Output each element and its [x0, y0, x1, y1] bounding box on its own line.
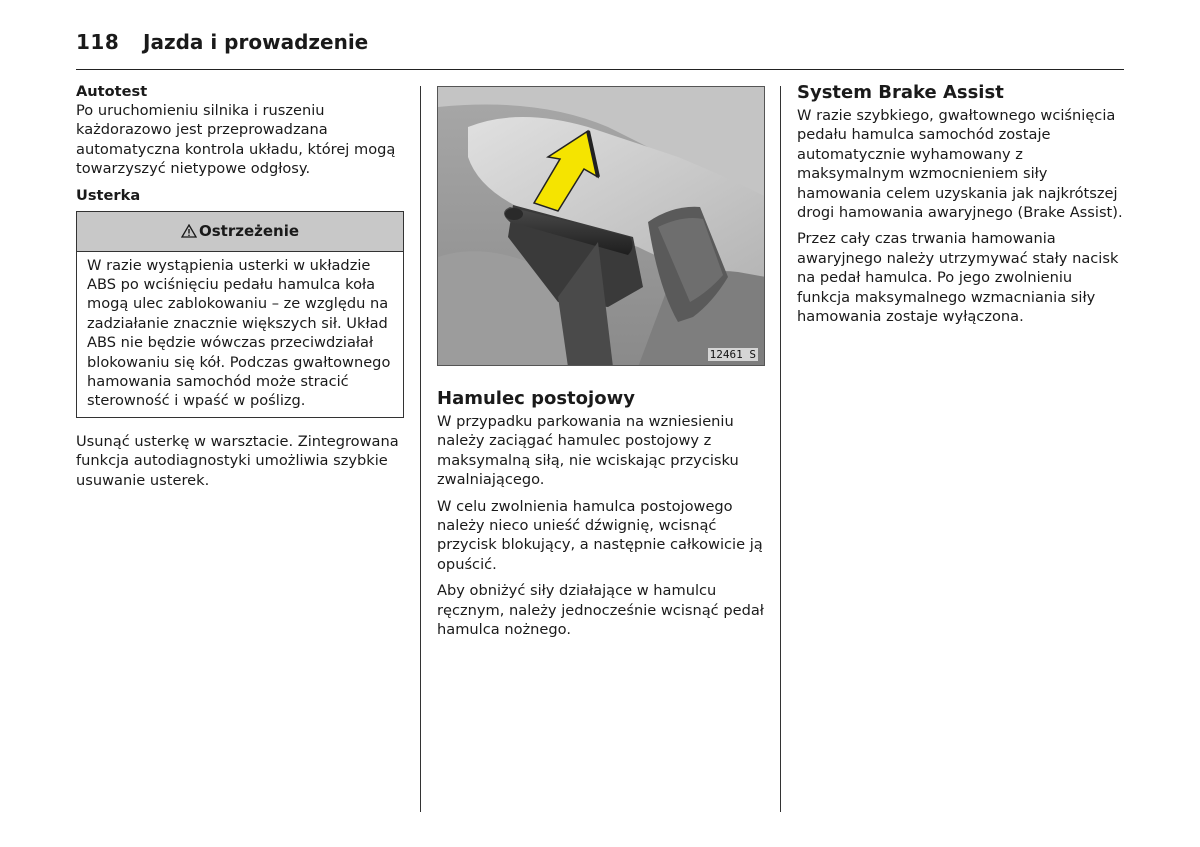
- fault-heading: Usterka: [76, 186, 141, 204]
- brake-assist-paragraph: Przez cały czas trwania hamowania awaryjnego należy utrzymywać stały nacisk na pedał hamulca. Po jego zwolnieniu funkcja maksymalnego wzmacniania siły hamowania zostaje wyłączona.: [797, 230, 1119, 326]
- warning-box: [76, 211, 404, 418]
- warning-title: Ostrzeżenie: [198, 222, 300, 241]
- parking-brake-paragraph: W przypadku parkowania na wzniesieniu należy zaciągać hamulec postojowy z maksymalną siłą, nie wciskając przycisku zwalniającego.: [437, 413, 739, 489]
- warning-text: W razie wystąpienia usterki w układzie ABS po wciśnięciu pedału hamulca koła mogą ulec zablokowaniu – ze względu na zadziałanie znacznie większych sił. Układ ABS nie będzie wówczas przeciwdziałał blokowaniu się kół. Podczas gwałtownego hamowania samochód może stracić sterowność i wpaść w poślizg.: [87, 256, 391, 410]
- page-header: [76, 30, 1124, 70]
- column-divider: [780, 86, 781, 812]
- middle-column: [437, 82, 767, 646]
- column-divider: [420, 86, 421, 812]
- parking-brake-paragraph: W celu zwolnienia hamulca postojowego należy nieco unieść dźwignię, wcisnąć przycisk blokujący, a następnie całkowicie ją opuścić.: [437, 497, 763, 573]
- page-title: Jazda i prowadzenie: [143, 30, 369, 54]
- left-column: [76, 82, 406, 497]
- right-column: [797, 82, 1127, 333]
- repair-text: Usunąć usterkę w warsztacie. Zintegrowana funkcja autodiagnostyki umożliwia szybkie usuwanie usterek.: [76, 432, 399, 489]
- handbrake-photo: [437, 86, 765, 366]
- brake-assist-heading: System Brake Assist: [797, 82, 1004, 103]
- warning-header: [77, 212, 403, 252]
- handbrake-illustration: [438, 87, 765, 366]
- brake-assist-paragraph: W razie szybkiego, gwałtownego wciśnięcia pedału hamulca samochód zostaje automatycznie wyhamowany z maksymalnym wzmocnieniem siły hamowania celem uzyskania jak najkrótszej drogi hamowania awaryjnego (Brake Assist).: [797, 107, 1123, 222]
- parking-brake-paragraph: Aby obniżyć siły działające w hamulcu ręcznym, należy jednocześnie wcisnąć pedał hamulca nożnego.: [437, 582, 764, 639]
- autotest-text: Po uruchomieniu silnika i ruszeniu każdorazowo jest przeprowadzana automatyczna kontrola układu, której mogą towarzyszyć nietypowe odgłosy.: [76, 102, 396, 178]
- image-code: 12461 S: [709, 348, 756, 361]
- autotest-heading: Autotest: [76, 83, 148, 100]
- warning-triangle-icon: [181, 224, 197, 238]
- page-number: 118: [76, 30, 120, 54]
- parking-brake-heading: Hamulec postojowy: [437, 388, 635, 409]
